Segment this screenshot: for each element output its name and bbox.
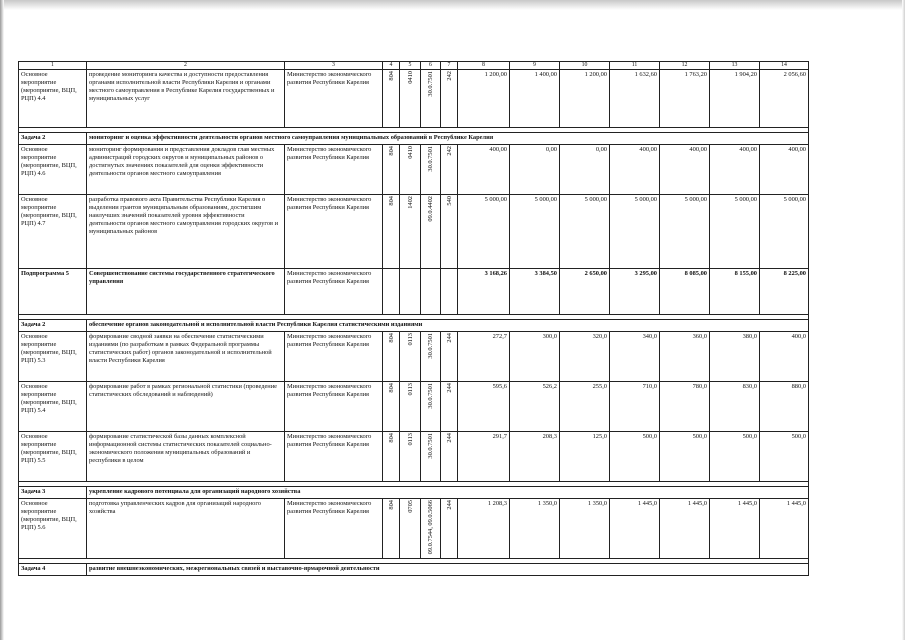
budget-code-cell bbox=[383, 195, 400, 269]
measure-description: подготовка управленческих кадров для организаций народного хозяйства bbox=[87, 499, 285, 559]
budget-code-cell bbox=[441, 269, 458, 315]
amount-cell: 1 400,00 bbox=[510, 70, 560, 128]
column-number-row bbox=[19, 62, 809, 70]
task-row bbox=[19, 564, 809, 576]
measure-description: проведение мониторинга качества и доступности предоставления органами исполнительной власти Республики Карелия и органами местного самоуправления в Республике Карелия государственных и муниципальных услуг bbox=[87, 70, 285, 128]
amount-cell: 1 904,20 bbox=[710, 70, 760, 128]
executor: Министерство экономического развития Республики Карелия bbox=[285, 499, 383, 559]
amount-cell: 1 632,60 bbox=[610, 70, 660, 128]
amount-cell: 400,0 bbox=[760, 332, 809, 382]
amount-cell: 8 225,00 bbox=[760, 269, 809, 315]
amount-cell: 1 350,0 bbox=[560, 499, 610, 559]
column-number-cell: 6 bbox=[421, 62, 441, 70]
budget-code-cell bbox=[383, 145, 400, 195]
amount-cell: 208,3 bbox=[510, 432, 560, 482]
scan-edge-top bbox=[0, 0, 905, 10]
task-name: Задача 2 bbox=[19, 320, 87, 332]
amount-cell: 1 350,0 bbox=[510, 499, 560, 559]
task-description: развитие внешнеэкономических, межрегиональных связей и выставочно-ярмарочной деятельности bbox=[87, 564, 809, 576]
column-number-cell: 11 bbox=[610, 62, 660, 70]
amount-cell: 400,00 bbox=[760, 145, 809, 195]
amount-cell: 2 056,60 bbox=[760, 70, 809, 128]
budget-code: 30.0.7501 bbox=[427, 433, 434, 459]
column-number-cell: 10 bbox=[560, 62, 610, 70]
measure-name: Основное мероприятие (мероприятие, ВЦП, РЦП) 5.5 bbox=[19, 432, 87, 482]
budget-code: 0410 bbox=[406, 146, 414, 159]
amount-cell: 1 200,00 bbox=[458, 70, 510, 128]
budget-code: 0410 bbox=[406, 71, 414, 84]
column-number-cell: 3 bbox=[285, 62, 383, 70]
column-number-cell: 4 bbox=[383, 62, 400, 70]
measure-name: Основное мероприятие (мероприятие, ВЦП, РЦП) 4.7 bbox=[19, 195, 87, 269]
executor: Министерство экономического развития Республики Карелия bbox=[285, 332, 383, 382]
budget-code-cell bbox=[441, 145, 458, 195]
budget-code-cell bbox=[441, 432, 458, 482]
executor: Министерство экономического развития Республики Карелия bbox=[285, 70, 383, 128]
amount-cell: 3 384,50 bbox=[510, 269, 560, 315]
amount-cell: 5 000,00 bbox=[660, 195, 710, 269]
budget-code-cell bbox=[400, 269, 421, 315]
budget-code: 30.0.7501 bbox=[427, 383, 434, 409]
budget-code-cell bbox=[383, 499, 400, 559]
measure-row bbox=[19, 70, 809, 128]
amount-cell: 125,0 bbox=[560, 432, 610, 482]
amount-cell: 8 155,00 bbox=[710, 269, 760, 315]
column-number-cell: 13 bbox=[710, 62, 760, 70]
amount-cell: 255,0 bbox=[560, 382, 610, 432]
amount-cell: 400,00 bbox=[660, 145, 710, 195]
amount-cell: 3 168,26 bbox=[458, 269, 510, 315]
task-name: Задача 3 bbox=[19, 487, 87, 499]
amount-cell: 1 200,00 bbox=[560, 70, 610, 128]
budget-code: 30.0.7501 bbox=[427, 71, 434, 97]
budget-code: 0113 bbox=[406, 433, 414, 446]
budget-code-cell bbox=[400, 499, 421, 559]
amount-cell: 880,0 bbox=[760, 382, 809, 432]
amount-cell: 5 000,00 bbox=[560, 195, 610, 269]
budget-code-cell bbox=[421, 382, 441, 432]
budget-code: 244 bbox=[445, 500, 453, 510]
amount-cell: 830,0 bbox=[710, 382, 760, 432]
budget-code-cell bbox=[441, 382, 458, 432]
measure-row bbox=[19, 382, 809, 432]
amount-cell: 0,00 bbox=[510, 145, 560, 195]
budget-code: 244 bbox=[445, 433, 453, 443]
amount-cell: 5 000,00 bbox=[610, 195, 660, 269]
amount-cell: 5 000,00 bbox=[510, 195, 560, 269]
measure-name: Основное мероприятие (мероприятие, ВЦП, РЦП) 4.4 bbox=[19, 70, 87, 128]
column-number-cell: 1 bbox=[19, 62, 87, 70]
amount-cell: 340,0 bbox=[610, 332, 660, 382]
measure-name: Основное мероприятие (мероприятие, ВЦП, РЦП) 4.6 bbox=[19, 145, 87, 195]
measure-description: Совершенствование системы государственного стратегического управления bbox=[87, 269, 285, 315]
budget-code: 804 bbox=[387, 196, 395, 206]
budget-code: 30.0.7501 bbox=[427, 146, 434, 172]
amount-cell: 272,7 bbox=[458, 332, 510, 382]
budget-code-cell bbox=[421, 499, 441, 559]
budget-code-cell bbox=[383, 432, 400, 482]
measure-row bbox=[19, 499, 809, 559]
amount-cell: 780,0 bbox=[660, 382, 710, 432]
measure-name: Подпрограмма 5 bbox=[19, 269, 87, 315]
budget-code: 09.0.4402 bbox=[427, 196, 434, 222]
budget-code: 804 bbox=[387, 433, 395, 443]
task-description: обеспечение органов законодательной и исполнительной власти Республики Карелия статистическими изданиями bbox=[87, 320, 809, 332]
measure-description: формирование статистической базы данных комплексной информационной системы статистических показателей социально-экономического положения муниципальных образований и республики в целом bbox=[87, 432, 285, 482]
budget-code: 0113 bbox=[406, 333, 414, 346]
budget-code: 540 bbox=[445, 196, 453, 206]
budget-code: 804 bbox=[387, 71, 395, 81]
task-row bbox=[19, 133, 809, 145]
column-number-cell: 7 bbox=[441, 62, 458, 70]
budget-code: 0113 bbox=[406, 383, 414, 396]
amount-cell: 320,0 bbox=[560, 332, 610, 382]
amount-cell: 1 445,0 bbox=[710, 499, 760, 559]
amount-cell: 380,0 bbox=[710, 332, 760, 382]
budget-code: 244 bbox=[445, 333, 453, 343]
budget-code: 09.0.7544, 09.0.5066 bbox=[427, 500, 434, 555]
task-name: Задача 2 bbox=[19, 133, 87, 145]
task-row bbox=[19, 487, 809, 499]
measure-row bbox=[19, 332, 809, 382]
scan-edge-left bbox=[0, 0, 4, 640]
amount-cell: 1 445,0 bbox=[610, 499, 660, 559]
budget-code-cell bbox=[441, 195, 458, 269]
budget-code: 244 bbox=[445, 383, 453, 393]
amount-cell: 360,0 bbox=[660, 332, 710, 382]
amount-cell: 500,0 bbox=[660, 432, 710, 482]
program-finance-table bbox=[18, 61, 809, 576]
executor: Министерство экономического развития Республики Карелия bbox=[285, 382, 383, 432]
budget-code: 242 bbox=[445, 71, 453, 81]
amount-cell: 1 445,0 bbox=[660, 499, 710, 559]
task-description: мониторинг и оценка эффективности деятельности органов местного самоуправления муниципальных образований в Республике Карелия bbox=[87, 133, 809, 145]
budget-code: 804 bbox=[387, 333, 395, 343]
column-number-cell: 2 bbox=[87, 62, 285, 70]
measure-description: разработка правового акта Правительства Республики Карелия о выделении грантов муниципальным образованиям, достигшим наилучших значений показателей уровня эффективности деятельности органов местного самоуправления городских округов и муниципальных районов bbox=[87, 195, 285, 269]
amount-cell: 500,0 bbox=[610, 432, 660, 482]
measure-description: формирование работ в рамках региональной статистики (проведение статистических обследований и наблюдений) bbox=[87, 382, 285, 432]
amount-cell: 291,7 bbox=[458, 432, 510, 482]
budget-code-cell bbox=[383, 70, 400, 128]
amount-cell: 300,0 bbox=[510, 332, 560, 382]
measure-name: Основное мероприятие (мероприятие, ВЦП, РЦП) 5.4 bbox=[19, 382, 87, 432]
budget-code: 804 bbox=[387, 500, 395, 510]
amount-cell: 1 445,0 bbox=[760, 499, 809, 559]
amount-cell: 1 763,20 bbox=[660, 70, 710, 128]
budget-code-cell bbox=[441, 332, 458, 382]
budget-code-cell bbox=[400, 382, 421, 432]
executor: Министерство экономического развития Республики Карелия bbox=[285, 432, 383, 482]
amount-cell: 5 000,00 bbox=[710, 195, 760, 269]
task-row bbox=[19, 320, 809, 332]
budget-code-cell bbox=[421, 195, 441, 269]
budget-code-cell bbox=[421, 145, 441, 195]
budget-code-cell bbox=[421, 269, 441, 315]
budget-code-cell bbox=[383, 382, 400, 432]
budget-code: 1402 bbox=[406, 196, 414, 209]
budget-code-cell bbox=[441, 499, 458, 559]
budget-code-cell bbox=[383, 332, 400, 382]
amount-cell: 595,6 bbox=[458, 382, 510, 432]
budget-code: 804 bbox=[387, 146, 395, 156]
budget-code-cell bbox=[400, 70, 421, 128]
amount-cell: 5 000,00 bbox=[458, 195, 510, 269]
executor: Министерство экономического развития Республики Карелия bbox=[285, 145, 383, 195]
budget-code-cell bbox=[421, 332, 441, 382]
column-number-cell: 8 bbox=[458, 62, 510, 70]
budget-code-cell bbox=[441, 70, 458, 128]
budget-code-cell bbox=[421, 432, 441, 482]
measure-name: Основное мероприятие (мероприятие, ВЦП, РЦП) 5.3 bbox=[19, 332, 87, 382]
executor: Министерство экономического развития Республики Карелия bbox=[285, 269, 383, 315]
budget-code-cell bbox=[400, 145, 421, 195]
budget-code-cell bbox=[421, 70, 441, 128]
column-number-cell: 5 bbox=[400, 62, 421, 70]
amount-cell: 400,00 bbox=[458, 145, 510, 195]
measure-row bbox=[19, 195, 809, 269]
subprogram-row bbox=[19, 269, 809, 315]
amount-cell: 500,0 bbox=[710, 432, 760, 482]
budget-code-cell bbox=[383, 269, 400, 315]
column-number-cell: 9 bbox=[510, 62, 560, 70]
measure-description: формирование сводной заявки на обеспечение статистическими изданиями (по разработкам в рамках Федеральной программы статистических работ) органов законодательной и исполнительной власти Республики Карелия bbox=[87, 332, 285, 382]
budget-code-cell bbox=[400, 195, 421, 269]
column-number-cell: 14 bbox=[760, 62, 809, 70]
amount-cell: 5 000,00 bbox=[760, 195, 809, 269]
amount-cell: 0,00 bbox=[560, 145, 610, 195]
budget-code-cell bbox=[400, 332, 421, 382]
amount-cell: 400,00 bbox=[610, 145, 660, 195]
measure-row bbox=[19, 145, 809, 195]
amount-cell: 400,00 bbox=[710, 145, 760, 195]
budget-code: 242 bbox=[445, 146, 453, 156]
budget-code: 30.0.7501 bbox=[427, 333, 434, 359]
measure-name: Основное мероприятие (мероприятие, ВЦП, РЦП) 5.6 bbox=[19, 499, 87, 559]
task-description: укрепление кадрового потенциала для организаций народного хозяйства bbox=[87, 487, 809, 499]
budget-code: 804 bbox=[387, 383, 395, 393]
budget-code: 0705 bbox=[406, 500, 414, 513]
amount-cell: 710,0 bbox=[610, 382, 660, 432]
amount-cell: 500,0 bbox=[760, 432, 809, 482]
amount-cell: 526,2 bbox=[510, 382, 560, 432]
task-name: Задача 4 bbox=[19, 564, 87, 576]
amount-cell: 1 208,3 bbox=[458, 499, 510, 559]
amount-cell: 2 650,00 bbox=[560, 269, 610, 315]
budget-code-cell bbox=[400, 432, 421, 482]
measure-description: мониторинг формирования и представления докладов глав местных администраций городских округов и муниципальных районов о достигнутых значениях показателей для оценки эффективности деятельности органов местного самоуправления bbox=[87, 145, 285, 195]
executor: Министерство экономического развития Республики Карелия bbox=[285, 195, 383, 269]
measure-row bbox=[19, 432, 809, 482]
column-number-cell: 12 bbox=[660, 62, 710, 70]
amount-cell: 3 295,00 bbox=[610, 269, 660, 315]
amount-cell: 8 085,00 bbox=[660, 269, 710, 315]
